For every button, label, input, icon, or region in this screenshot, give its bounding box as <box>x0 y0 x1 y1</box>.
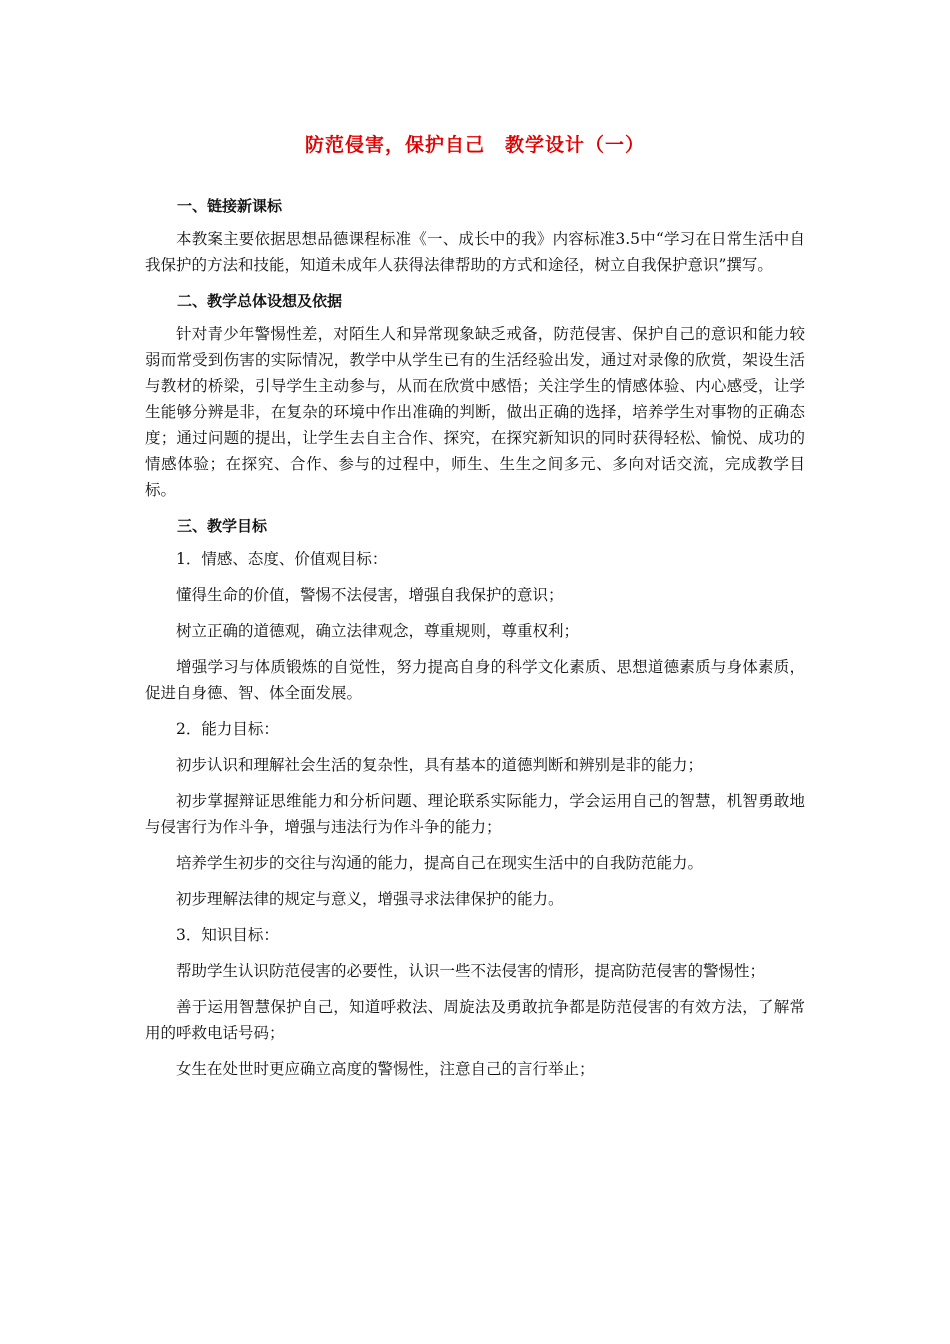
subheading-emotion-goals: 1．情感、态度、价值观目标： <box>176 550 388 568</box>
paragraph: 帮助学生认识防范侵害的必要性，认识一些不法侵害的情形，提高防范侵害的警惕性； <box>176 962 766 980</box>
paragraph: 培养学生初步的交往与沟通的能力，提高自己在现实生活中的自我防范能力。 <box>176 854 704 872</box>
section-heading-design: 二、教学总体设想及依据 <box>177 292 343 310</box>
paragraph: 女生在处世时更应确立高度的警惕性，注意自己的言行举止； <box>176 1060 595 1078</box>
document-title: 防范侵害，保护自己 教学设计（一） <box>304 134 645 156</box>
paragraph: 初步掌握辩证思维能力和分析问题、理论联系实际能力，学会运用自己的智慧，机智勇敢地与侵害行为作斗争，增强与违法行为作斗争的能力； <box>145 792 805 836</box>
paragraph: 善于运用智慧保护自己，知道呼救法、周旋法及勇敢抗争都是防范侵害的有效方法，了解常用的呼救电话号码； <box>145 998 805 1042</box>
subheading-knowledge-goals: 3．知识目标： <box>176 926 279 944</box>
section-heading-curriculum: 一、链接新课标 <box>177 197 283 215</box>
paragraph: 针对青少年警惕性差，对陌生人和异常现象缺乏戒备，防范侵害、保护自己的意识和能力较弱而常受到伤害的实际情况，教学中从学生已有的生活经验出发，通过对录像的欣赏，架设生活与教材的桥梁，引导学生主动参与，从而在欣赏中感悟；关注学生的情感体验、内心感受，让学生能够分辨是非，在复杂的环境中作出准确的判断，做出正确的选择，培养学生对事物的正确态度；通过问题的提出，让学生去自主合作、探究，在探究新知识的同时获得轻松、愉悦、成功的情感体验；在探究、合作、参与的过程中，师生、生生之间多元、多向对话交流，完成教学目标。 <box>145 325 805 499</box>
paragraph: 初步认识和理解社会生活的复杂性，具有基本的道德判断和辨别是非的能力； <box>176 756 704 774</box>
paragraph: 增强学习与体质锻炼的自觉性，努力提高自身的科学文化素质、思想道德素质与身体素质，促进自身德、智、体全面发展。 <box>145 658 805 702</box>
paragraph: 树立正确的道德观，确立法律观念，尊重规则，尊重权利； <box>176 622 580 640</box>
section-heading-objectives: 三、教学目标 <box>177 517 268 535</box>
subheading-ability-goals: 2．能力目标： <box>176 720 279 738</box>
paragraph: 本教案主要依据思想品德课程标准《一、成长中的我》内容标准3.5中“学习在日常生活中自我保护的方法和技能，知道未成年人获得法律帮助的方式和途径，树立自我保护意识”撰写。 <box>145 230 805 274</box>
paragraph: 懂得生命的价值，警惕不法侵害，增强自我保护的意识； <box>176 586 564 604</box>
paragraph: 初步理解法律的规定与意义，增强寻求法律保护的能力。 <box>176 890 564 908</box>
